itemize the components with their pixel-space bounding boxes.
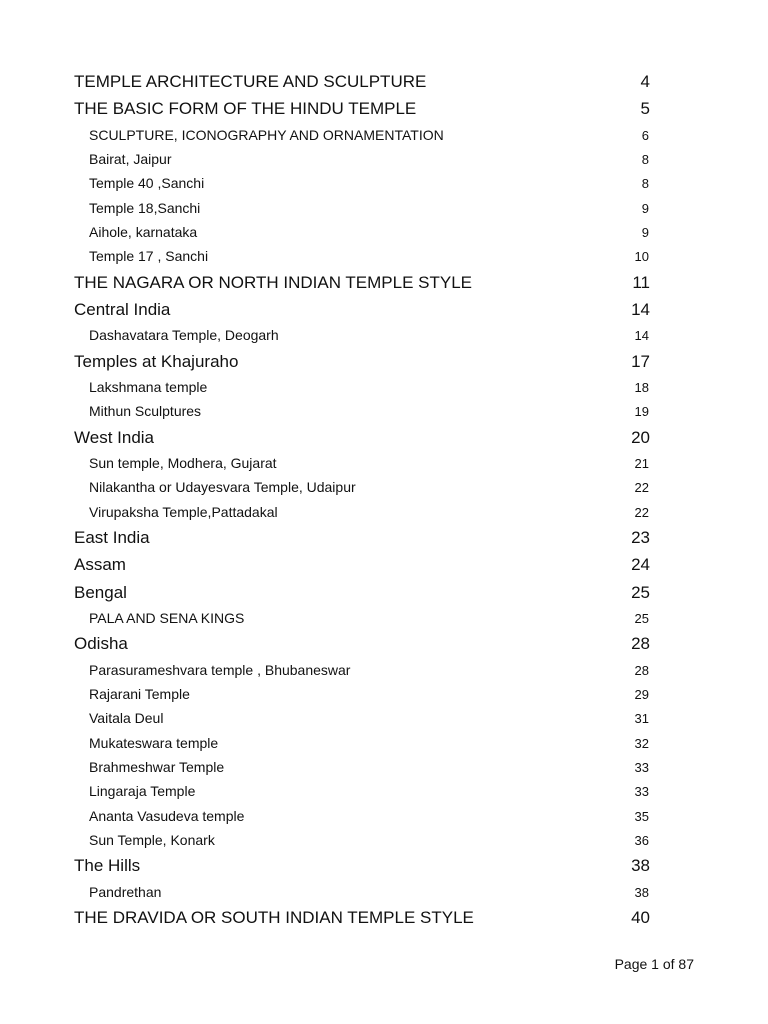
toc-entry-page: 8 bbox=[641, 152, 649, 168]
toc-entry[interactable] bbox=[74, 348, 650, 375]
toc-entry-title: Vaitala Deul bbox=[89, 710, 164, 727]
toc-entry-title: Temple 17 , Sanchi bbox=[89, 248, 209, 265]
toc-entry-page: 33 bbox=[634, 759, 649, 775]
toc-entry-title: THE NAGARA OR NORTH INDIAN TEMPLE STYLE bbox=[74, 272, 473, 292]
toc-entry-page: 14 bbox=[631, 299, 650, 319]
toc-entry[interactable] bbox=[74, 95, 650, 122]
toc-entry-title: Odisha bbox=[74, 634, 128, 654]
toc-entry-title: Central India bbox=[74, 299, 171, 319]
toc-entry[interactable] bbox=[74, 524, 650, 551]
toc-entry-page: 31 bbox=[634, 711, 649, 727]
toc-entry-page: 8 bbox=[641, 176, 649, 192]
toc-entry-page: 11 bbox=[632, 272, 650, 292]
toc-entry[interactable] bbox=[74, 630, 650, 657]
toc-subentry[interactable] bbox=[74, 220, 650, 244]
toc-entry-page: 35 bbox=[634, 808, 649, 824]
toc-entry-page: 36 bbox=[634, 832, 649, 848]
toc-entry-page: 38 bbox=[634, 884, 649, 900]
toc-subentry[interactable] bbox=[74, 196, 650, 220]
toc-entry-title: Mithun Sculptures bbox=[89, 403, 202, 420]
toc-entry-page: 18 bbox=[634, 380, 649, 396]
toc-entry-page: 6 bbox=[641, 127, 649, 143]
toc-entry-title: Virupaksha Temple,Pattadakal bbox=[89, 503, 278, 520]
toc-entry-page: 10 bbox=[634, 249, 649, 265]
toc-entry-title: Assam bbox=[74, 555, 126, 575]
toc-entry-title: THE DRAVIDA OR SOUTH INDIAN TEMPLE STYLE bbox=[74, 907, 474, 927]
toc-entry-title: East India bbox=[74, 527, 150, 547]
toc-subentry[interactable] bbox=[74, 323, 650, 347]
toc-subentry[interactable] bbox=[74, 147, 650, 171]
toc-entry-page: 5 bbox=[640, 99, 650, 119]
toc-entry-title: THE BASIC FORM OF THE HINDU TEMPLE bbox=[74, 99, 417, 119]
toc-entry-page: 40 bbox=[631, 907, 650, 927]
toc-entry-page: 38 bbox=[631, 856, 650, 876]
toc-entry-page: 19 bbox=[634, 404, 649, 420]
toc-entry-title: Bengal bbox=[74, 582, 127, 602]
page-indicator: Page 1 of 87 bbox=[614, 956, 694, 972]
toc-subentry[interactable] bbox=[74, 658, 650, 682]
toc-entry[interactable] bbox=[74, 68, 650, 95]
toc-subentry[interactable] bbox=[74, 880, 650, 904]
toc-entry-title: Brahmeshwar Temple bbox=[89, 758, 225, 775]
toc-entry-page: 9 bbox=[641, 224, 649, 240]
toc-entry-title: Sun Temple, Konark bbox=[89, 831, 215, 848]
toc-subentry[interactable] bbox=[74, 731, 650, 755]
toc-entry[interactable] bbox=[74, 551, 650, 578]
toc-subentry[interactable] bbox=[74, 706, 650, 730]
toc-entry-title: Mukateswara temple bbox=[89, 734, 219, 751]
toc-entry-page: 25 bbox=[634, 611, 649, 627]
toc-subentry[interactable] bbox=[74, 399, 650, 423]
toc-entry-page: 24 bbox=[631, 555, 650, 575]
toc-subentry[interactable] bbox=[74, 475, 650, 499]
toc-subentry[interactable] bbox=[74, 606, 650, 630]
toc-subentry[interactable] bbox=[74, 171, 650, 195]
toc-entry-title: SCULPTURE, ICONOGRAPHY AND ORNAMENTATION bbox=[89, 126, 444, 143]
toc-subentry[interactable] bbox=[74, 804, 650, 828]
toc-subentry[interactable] bbox=[74, 682, 650, 706]
toc-entry-title: Temple 40 ,Sanchi bbox=[89, 175, 205, 192]
toc-entry-title: Aihole, karnataka bbox=[89, 223, 198, 240]
toc-entry-title: Bairat, Jaipur bbox=[89, 151, 172, 168]
toc-entry[interactable] bbox=[74, 904, 650, 931]
toc-subentry[interactable] bbox=[74, 500, 650, 524]
toc-entry-title: Ananta Vasudeva temple bbox=[89, 807, 245, 824]
toc-entry-page: 21 bbox=[634, 456, 649, 472]
toc-subentry[interactable] bbox=[74, 123, 650, 147]
toc-subentry[interactable] bbox=[74, 375, 650, 399]
toc-entry-page: 28 bbox=[634, 662, 649, 678]
toc-subentry[interactable] bbox=[74, 755, 650, 779]
toc-entry-page: 25 bbox=[631, 582, 650, 602]
toc-entry-title: West India bbox=[74, 427, 155, 447]
toc-subentry[interactable] bbox=[74, 828, 650, 852]
toc-entry-page: 28 bbox=[631, 634, 650, 654]
toc-entry[interactable] bbox=[74, 424, 650, 451]
toc-entry-title: PALA AND SENA KINGS bbox=[89, 610, 245, 627]
table-of-contents bbox=[74, 68, 650, 931]
toc-entry-title: Nilakantha or Udayesvara Temple, Udaipur bbox=[89, 479, 356, 496]
toc-entry[interactable] bbox=[74, 579, 650, 606]
toc-entry-page: 14 bbox=[634, 328, 649, 344]
toc-entry-page: 4 bbox=[640, 72, 650, 91]
toc-entry-title: Parasurameshvara temple , Bhubaneswar bbox=[89, 661, 351, 678]
toc-entry-page: 22 bbox=[634, 480, 649, 496]
toc-entry-title: The Hills bbox=[74, 856, 141, 876]
toc-entry-title: Temples at Khajuraho bbox=[74, 351, 239, 371]
toc-entry-page: 23 bbox=[631, 527, 650, 547]
toc-entry[interactable] bbox=[74, 296, 650, 323]
toc-entry-title: Dashavatara Temple, Deogarh bbox=[89, 327, 279, 344]
toc-entry-page: 32 bbox=[634, 735, 649, 751]
toc-entry-title: Lingaraja Temple bbox=[89, 783, 196, 800]
toc-entry-title: Lakshmana temple bbox=[89, 379, 208, 396]
toc-entry-page: 20 bbox=[631, 427, 650, 447]
toc-entry-title: Temple 18,Sanchi bbox=[89, 199, 201, 216]
toc-entry[interactable] bbox=[74, 269, 650, 296]
toc-entry-title: TEMPLE ARCHITECTURE AND SCULPTURE bbox=[74, 72, 427, 91]
toc-entry-title: Rajarani Temple bbox=[89, 686, 190, 703]
toc-entry-page: 9 bbox=[641, 200, 649, 216]
toc-entry[interactable] bbox=[74, 852, 650, 879]
toc-entry-title: Sun temple, Modhera, Gujarat bbox=[89, 455, 277, 472]
toc-entry-page: 29 bbox=[634, 687, 649, 703]
toc-entry-page: 17 bbox=[631, 351, 650, 371]
toc-subentry[interactable] bbox=[74, 779, 650, 803]
toc-entry-title: Pandrethan bbox=[89, 883, 162, 900]
toc-subentry[interactable] bbox=[74, 244, 650, 268]
toc-subentry[interactable] bbox=[74, 451, 650, 475]
toc-entry-page: 22 bbox=[634, 504, 649, 520]
toc-entry-page: 33 bbox=[634, 784, 649, 800]
